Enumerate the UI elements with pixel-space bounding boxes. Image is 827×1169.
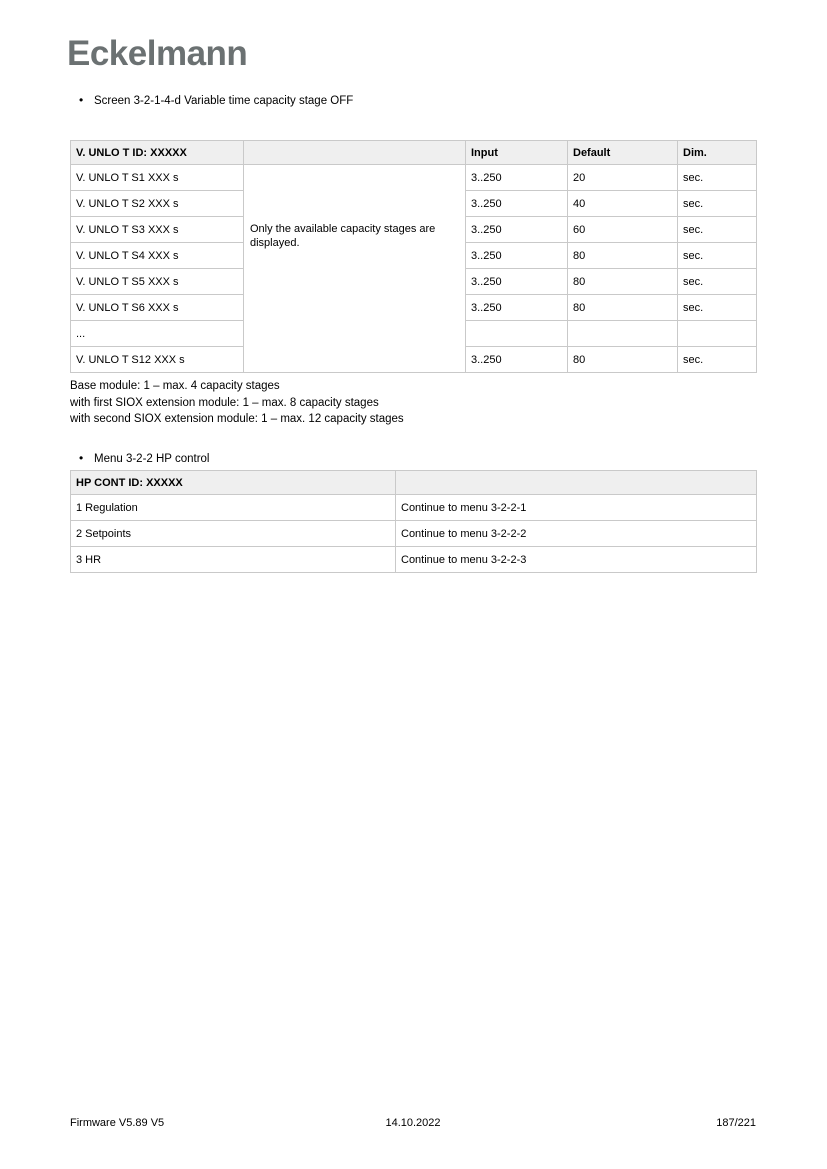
table-header-row	[71, 141, 757, 165]
page-footer	[70, 1117, 756, 1129]
cell-input: 3..250	[466, 347, 568, 373]
cell-label: ...	[71, 321, 244, 347]
cell-action: Continue to menu 3-2-2-1	[396, 495, 757, 521]
cell-label: 1 Regulation	[71, 495, 396, 521]
cell-dim: sec.	[678, 243, 757, 269]
capacity-stage-table	[70, 140, 757, 373]
screen-bullet-text: Screen 3-2-1-4-d Variable time capacity stage OFF	[94, 95, 354, 107]
cell-input: 3..250	[466, 165, 568, 191]
header-cell-action	[396, 471, 757, 495]
cell-input	[466, 321, 568, 347]
header-cell-default: Default	[568, 141, 678, 165]
bullet-marker: •	[79, 93, 84, 107]
menu-bullet-text: Menu 3-2-2 HP control	[94, 453, 210, 465]
bullet-marker: •	[79, 451, 84, 465]
cell-label: V. UNLO T S6 XXX s	[71, 295, 244, 321]
cell-default: 80	[568, 243, 678, 269]
cell-default: 40	[568, 191, 678, 217]
cell-input: 3..250	[466, 217, 568, 243]
eckelmann-logo: Eckelmann	[67, 34, 248, 73]
cell-dim	[678, 321, 757, 347]
note-line-first-siox: with first SIOX extension module: 1 – max. 8 capacity stages	[70, 396, 379, 409]
table-row	[71, 521, 757, 547]
cell-default: 80	[568, 295, 678, 321]
cell-label: V. UNLO T S1 XXX s	[71, 165, 244, 191]
cell-dim: sec.	[678, 295, 757, 321]
cell-action: Continue to menu 3-2-2-2	[396, 521, 757, 547]
note-cell: Only the available capacity stages are displayed.	[244, 165, 466, 373]
cell-label: 3 HR	[71, 547, 396, 573]
cell-default: 80	[568, 347, 678, 373]
cell-label: V. UNLO T S2 XXX s	[71, 191, 244, 217]
capacity-notes	[70, 378, 404, 428]
cell-dim: sec.	[678, 217, 757, 243]
cell-dim: sec.	[678, 269, 757, 295]
cell-label: V. UNLO T S5 XXX s	[71, 269, 244, 295]
cell-label: V. UNLO T S12 XXX s	[71, 347, 244, 373]
table-row	[71, 547, 757, 573]
table-header-row	[71, 471, 757, 495]
cell-input: 3..250	[466, 191, 568, 217]
cell-label: 2 Setpoints	[71, 521, 396, 547]
header-cell-id: V. UNLO T ID: XXXXX	[71, 141, 244, 165]
cell-dim: sec.	[678, 347, 757, 373]
table-row	[71, 495, 757, 521]
header-cell-dim: Dim.	[678, 141, 757, 165]
cell-action: Continue to menu 3-2-2-3	[396, 547, 757, 573]
header-cell-id: HP CONT ID: XXXXX	[71, 471, 396, 495]
cell-default: 20	[568, 165, 678, 191]
hp-control-menu-table	[70, 470, 757, 573]
cell-label: V. UNLO T S4 XXX s	[71, 243, 244, 269]
footer-date: 14.10.2022	[385, 1117, 441, 1129]
header-cell-input: Input	[466, 141, 568, 165]
footer-firmware-version: Firmware V5.89 V5	[70, 1117, 165, 1129]
screen-bullet-line	[79, 93, 353, 107]
cell-input: 3..250	[466, 243, 568, 269]
cell-input: 3..250	[466, 269, 568, 295]
cell-input: 3..250	[466, 295, 568, 321]
cell-default: 60	[568, 217, 678, 243]
cell-dim: sec.	[678, 165, 757, 191]
footer-page-number: 187/221	[716, 1117, 757, 1129]
cell-default: 80	[568, 269, 678, 295]
cell-dim: sec.	[678, 191, 757, 217]
table-row	[71, 165, 757, 191]
note-line-base-module: Base module: 1 – max. 4 capacity stages	[70, 380, 280, 392]
menu-bullet-line	[79, 451, 209, 465]
cell-default	[568, 321, 678, 347]
note-line-second-siox: with second SIOX extension module: 1 – max. 12 capacity stages	[70, 413, 404, 425]
header-cell-note	[244, 141, 466, 165]
cell-label: V. UNLO T S3 XXX s	[71, 217, 244, 243]
